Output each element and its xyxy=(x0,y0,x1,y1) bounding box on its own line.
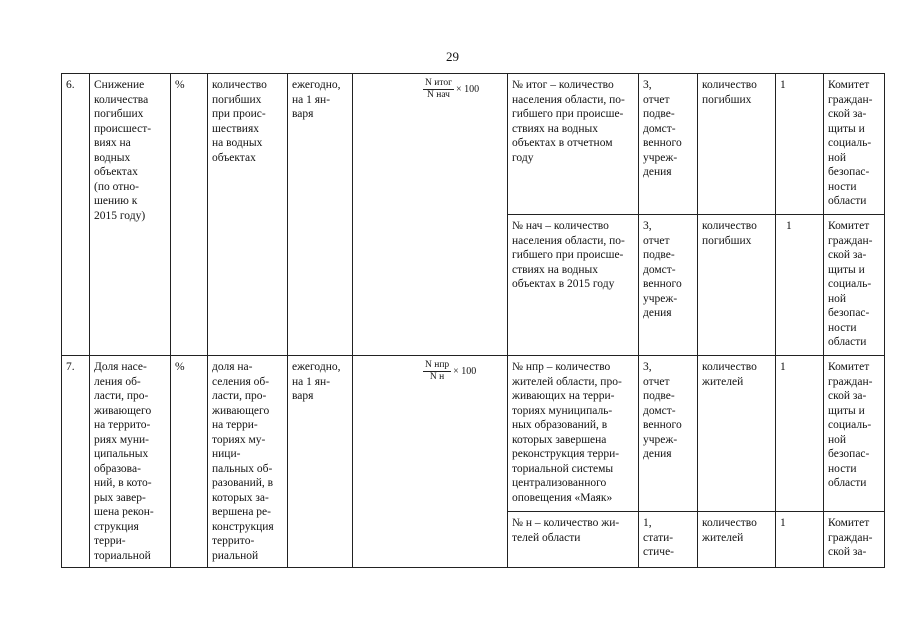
observation-unit: количество погибших xyxy=(698,215,776,356)
observation-unit: количество жителей xyxy=(698,512,776,568)
row-number: 7. xyxy=(62,356,90,568)
formula-multiplier: × 100 xyxy=(453,365,477,377)
indicator-name: Снижение количества погибших происшест- виях на водных объектах (по отно- шению к 2015 году) xyxy=(90,74,171,356)
observation-unit: количество погибших xyxy=(698,74,776,215)
unit-cell: % xyxy=(171,74,208,356)
collection-method: 3, отчет подве- домст- венного учреж- дения xyxy=(639,74,698,215)
coverage-code: 1 xyxy=(776,215,824,356)
formula xyxy=(357,78,504,101)
coverage-code: 1 xyxy=(776,356,824,512)
definition-cell: доля на- селения об- ласти, про- живающего на терри- ториях му- ници- пальных об- разований, в которых за- вершена ре- конструкция территo- риальной xyxy=(208,356,288,568)
periodicity-cell: ежегодно, на 1 ян- варя xyxy=(288,356,353,568)
variable-description: № нач – количество населения области, по- гибшего при происше- ствиях на водных объектах в 2015 году xyxy=(508,215,639,356)
collection-method: 3, отчет подве- домст- венного учреж- дения xyxy=(639,356,698,512)
unit-cell: % xyxy=(171,356,208,568)
collection-method: 1, стати- стиче- xyxy=(639,512,698,568)
responsible-body: Комитет граждан- ской за- щиты и социаль- ной безопас- ности области xyxy=(824,215,885,356)
indicator-name: Доля насе- ления об- ласти, про- живающего на террито- риях муни- ципальных образова- ний, в кото- рых завер- шена рекон- струкция терри- ториальной xyxy=(90,356,171,568)
coverage-code: 1 xyxy=(776,512,824,568)
variable-description: № итог – количество населения области, по- гибшего при происше- ствиях на водных объектах в отчетном году xyxy=(508,74,639,215)
definition-cell: количество погибших при проис- шествиях на водных объектах xyxy=(208,74,288,356)
coverage-code: 1 xyxy=(776,74,824,215)
table-row xyxy=(62,356,885,512)
responsible-body: Комитет граждан- ской за- xyxy=(824,512,885,568)
page-number: 29 xyxy=(446,49,459,64)
formula xyxy=(357,360,504,383)
observation-unit: количество жителей xyxy=(698,356,776,512)
formula-multiplier: × 100 xyxy=(456,83,480,95)
formula-numerator: N нпр xyxy=(425,360,450,370)
periodicity-cell: ежегодно, на 1 ян- варя xyxy=(288,74,353,356)
formula-numerator: N итог xyxy=(425,78,452,88)
fraction xyxy=(423,360,451,383)
variable-description: № н – количество жи- телей области xyxy=(508,512,639,568)
indicators-table xyxy=(61,73,885,568)
fraction xyxy=(423,78,454,101)
responsible-body: Комитет граждан- ской за- щиты и социаль- ной безопас- ности области xyxy=(824,74,885,215)
collection-method: 3, отчет подве- домст- венного учреж- дения xyxy=(639,215,698,356)
table-row xyxy=(62,74,885,215)
formula-denominator: N н xyxy=(429,372,445,382)
responsible-body: Комитет граждан- ской за- щиты и социаль- ной безопас- ности области xyxy=(824,356,885,512)
formula-cell xyxy=(353,74,508,356)
formula-cell xyxy=(353,356,508,568)
formula-denominator: N нач xyxy=(427,90,450,100)
row-number: 6. xyxy=(62,74,90,356)
variable-description: № нпр – количество жителей области, про- живающих на терри- ториях муниципаль- ных образований, в которых завершена реконструкция терри- ториальной системы централизованного оповещения «Маяк» xyxy=(508,356,639,512)
